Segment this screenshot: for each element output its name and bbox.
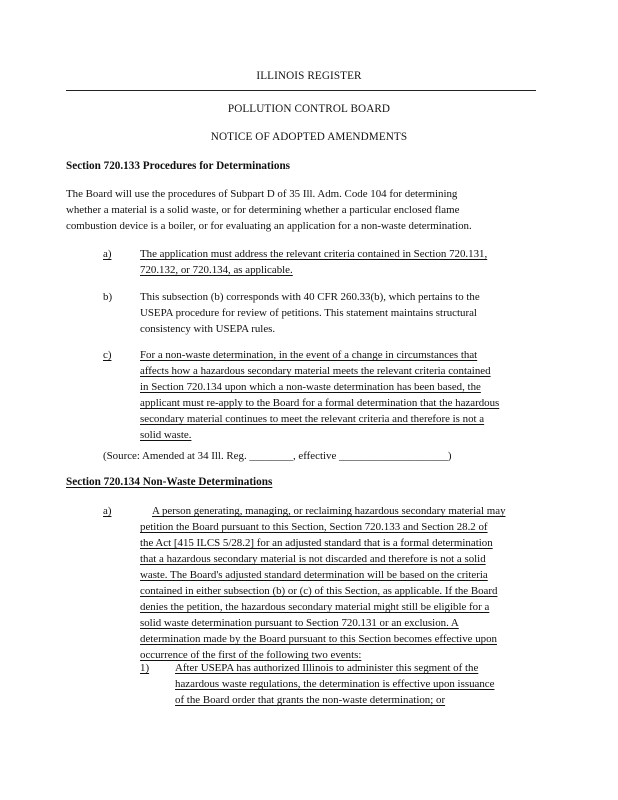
subsection-b-label: b) <box>103 291 113 303</box>
subsection-a-line: waste. The Board's adjusted standard determination will be based on the criteria <box>140 569 488 581</box>
subsection-a-line: occurrence of the first of the following two events: <box>140 649 362 661</box>
subsection-a-line: determination made by the Board pursuant to this Section becomes effective upon <box>140 633 497 645</box>
subsection-1-line: of the Board order that grants the non-waste determination; or <box>175 694 446 706</box>
subsection-a-line: denies the petition, the hazardous secondary material might still be eligible for a <box>140 601 490 613</box>
subsection-a-line: A person generating, managing, or reclaiming hazardous secondary material may <box>152 505 506 517</box>
subsection-c-line: affects how a hazardous secondary material meets the relevant criteria contained <box>140 365 491 377</box>
intro-line: The Board will use the procedures of Subpart D of 35 Ill. Adm. Code 104 for determining <box>66 188 458 200</box>
subsection-c-line: in Section 720.134 upon which a non-waste determination has been based, the <box>140 381 481 393</box>
source-note: (Source: Amended at 34 Ill. Reg. ________, effective ____________________) <box>103 450 452 462</box>
subsection-c-line: applicant must re-apply to the Board for a formal determination that the hazardous <box>140 397 500 409</box>
notice-heading: NOTICE OF ADOPTED AMENDMENTS <box>210 131 408 143</box>
subsection-1-line: After USEPA has authorized Illinois to administer this segment of the <box>175 662 479 674</box>
intro-line: whether a material is a solid waste, or for determining whether a particular enclosed flame <box>66 204 460 216</box>
register-heading: ILLINOIS REGISTER <box>256 70 362 82</box>
subsection-1-label: 1) <box>140 662 150 674</box>
subsection-c-line: For a non-waste determination, in the event of a change in circumstances that <box>140 349 478 361</box>
subsection-a-line: contained in either subsection (b) or (c) of this Section, as applicable. If the Board <box>140 585 498 597</box>
section-720-133-title: Section 720.133 Procedures for Determinations <box>66 160 291 172</box>
subsection-a-line: solid waste determination pursuant to Section 720.131 or an exclusion. A <box>140 617 459 629</box>
subsection-1-line: hazardous waste regulations, the determination is effective upon issuance <box>175 678 495 690</box>
board-heading: POLLUTION CONTROL BOARD <box>227 103 391 115</box>
subsection-a-line: 720.132, or 720.134, as applicable. <box>140 264 293 276</box>
subsection-b-line: This subsection (b) corresponds with 40 CFR 260.33(b), which pertains to the <box>140 291 480 303</box>
subsection-a-line: that a hazardous secondary material is not discarded and therefore is not a solid <box>140 553 486 565</box>
subsection-c-line: solid waste. <box>140 429 192 441</box>
subsection-a-line: The application must address the relevant criteria contained in Section 720.131, <box>140 248 488 260</box>
header-rule <box>66 90 536 91</box>
section-720-134-title: Section 720.134 Non-Waste Determinations <box>66 476 273 488</box>
subsection-a-line: the Act [415 ILCS 5/28.2] for an adjusted standard that is a formal determination <box>140 537 493 549</box>
subsection-c-label: c) <box>103 349 112 361</box>
subsection-a-label: a) <box>103 248 112 260</box>
subsection-b-line: consistency with USEPA rules. <box>140 323 276 335</box>
intro-line: combustion device is a boiler, or for evaluating an application for a non-waste determination. <box>66 220 472 232</box>
subsection-b-line: USEPA procedure for review of petitions. This statement maintains structural <box>140 307 477 319</box>
subsection-a-label: a) <box>103 505 112 517</box>
subsection-c-line: secondary material continues to meet the relevant criteria and therefore is not a <box>140 413 485 425</box>
subsection-a-line: petition the Board pursuant to this Section, Section 720.133 and Section 28.2 of <box>140 521 488 533</box>
